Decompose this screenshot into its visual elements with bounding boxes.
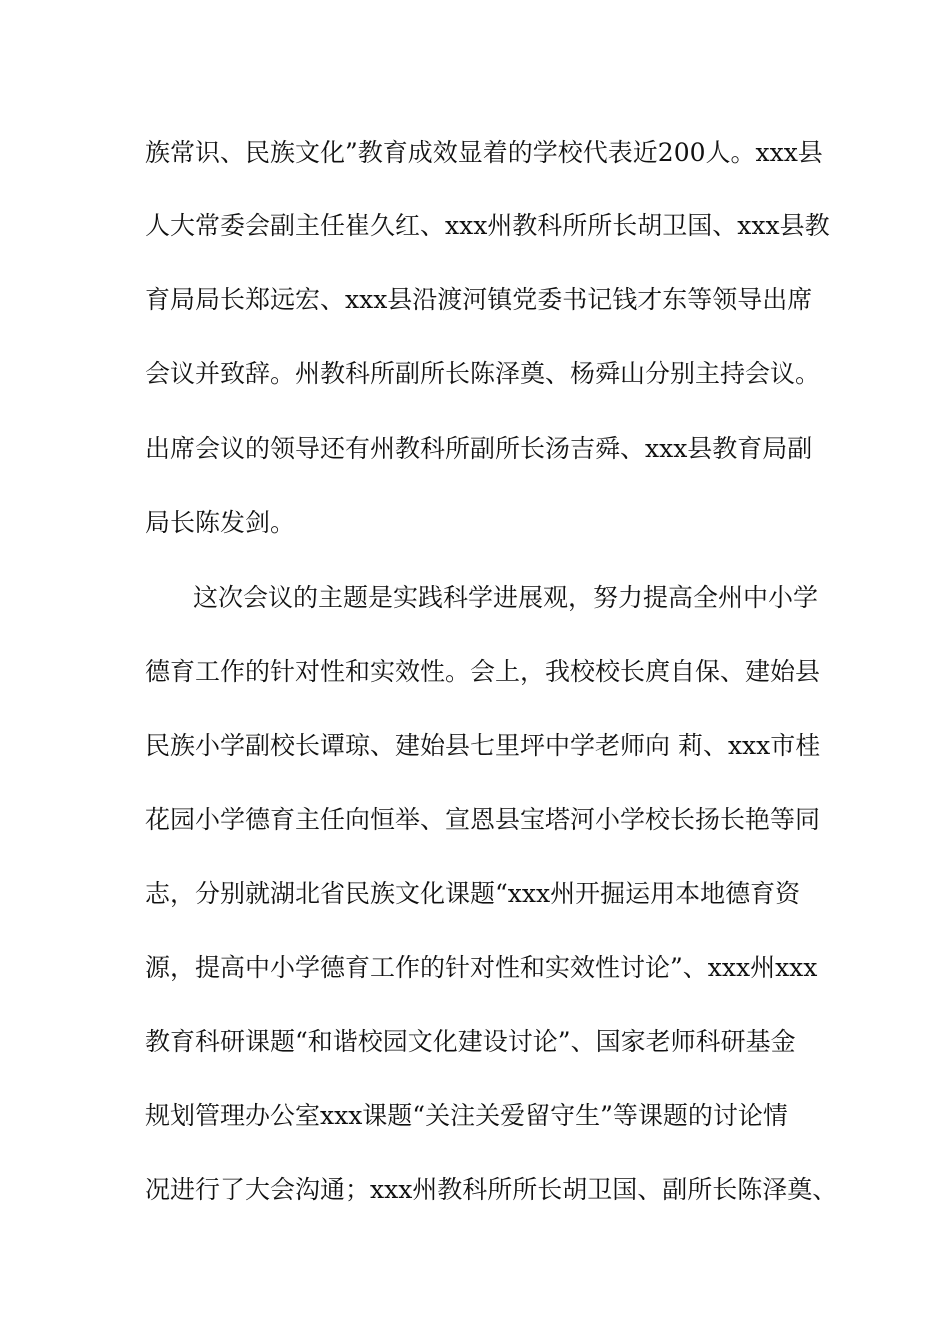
text-line-7: 这次会议的主题是实践科学进展观，努力提高全州中小学 (193, 583, 819, 612)
text-line-12: 源，提高中小学德育工作的针对性和实效性讨论”、xxx州xxx (145, 953, 818, 982)
text-line-13: 教育科研课题“和谐校园文化建设讨论”、国家老师科研基金 (145, 1027, 796, 1056)
text-line-6: 局长陈发剑。 (145, 508, 296, 537)
text-line-8: 德育工作的针对性和实效性。会上，我校校长庹自保、建始县 (145, 657, 821, 686)
text-line-1: 族常识、民族文化”教育成效显着的学校代表近200人。xxx县 (145, 138, 823, 167)
text-line-9: 民族小学副校长谭琼、建始县七里坪中学老师向 莉、xxx市桂 (145, 731, 821, 760)
text-line-2: 人大常委会副主任崔久红、xxx州教科所所长胡卫国、xxx县教 (145, 211, 830, 240)
text-line-4: 会议并致辞。州教科所副所长陈泽奠、杨舜山分别主持会议。 (145, 359, 821, 388)
text-line-3: 育局局长郑远宏、xxx县沿渡河镇党委书记钱才东等领导出席 (145, 285, 813, 314)
text-line-11: 志，分别就湖北省民族文化课题“xxx州开掘运用本地德育资 (145, 879, 801, 908)
text-line-14: 规划管理办公室xxx课题“关注关爱留守生”等课题的讨论情 (145, 1101, 788, 1130)
text-line-5: 出席会议的领导还有州教科所副所长汤吉舜、xxx县教育局副 (145, 434, 813, 463)
text-line-15: 况进行了大会沟通；xxx州教科所所长胡卫国、副所长陈泽奠、 (145, 1175, 838, 1204)
text-line-10: 花园小学德育主任向恒举、宣恩县宝塔河小学校长扬长艳等同 (145, 805, 821, 834)
